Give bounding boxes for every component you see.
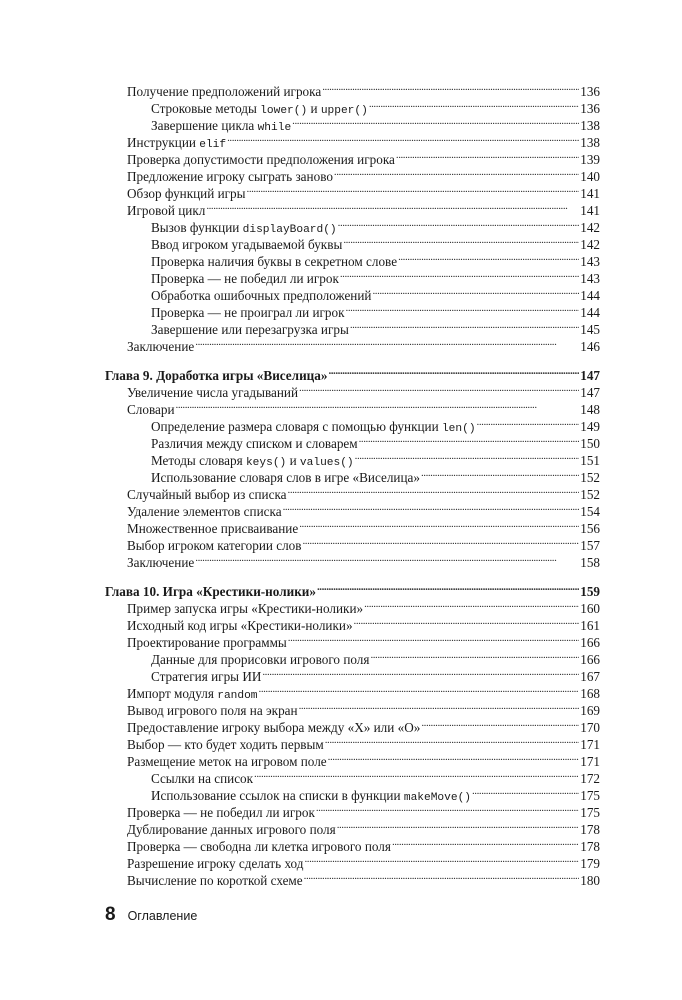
toc-page-number: 139 <box>580 152 600 167</box>
toc-entry-title <box>105 367 327 384</box>
dot-leader <box>304 868 580 885</box>
toc-page-number: 152 <box>580 470 600 485</box>
toc-text: Пример запуска игры «Крестики-нолики» <box>127 601 364 616</box>
toc-text: Предоставление игроку выбора между «Х» или «О» <box>127 720 421 735</box>
table-of-contents <box>105 79 600 888</box>
toc-entry-title <box>127 554 194 571</box>
toc-text: Ссылки на список <box>151 771 254 786</box>
toc-entry-title <box>127 872 303 889</box>
toc-text: Проверка — не победил ли игрок <box>151 271 339 286</box>
dot-leader <box>288 482 580 499</box>
dot-leader <box>364 596 579 613</box>
toc-entry-title <box>127 855 303 872</box>
dot-leader <box>372 283 579 300</box>
toc-page-number: 178 <box>580 839 600 854</box>
toc-page-number: 147 <box>580 368 600 383</box>
dot-leader <box>247 181 580 198</box>
dot-leader <box>354 613 580 630</box>
toc-page-number: 143 <box>580 271 600 286</box>
toc-page-number: 159 <box>580 584 600 599</box>
toc-entry-title <box>151 304 345 321</box>
toc-code: keys() <box>245 457 287 469</box>
toc-page-number: 146 <box>580 339 600 354</box>
toc-text: и <box>286 453 300 468</box>
toc-code: random <box>217 690 258 702</box>
toc-entry-title <box>127 338 194 355</box>
toc-code: elif <box>199 139 227 151</box>
toc-chapter <box>105 579 600 599</box>
dot-leader <box>195 334 579 351</box>
dot-leader <box>340 266 579 283</box>
toc-page-number: 167 <box>580 669 600 684</box>
toc-entry-title <box>127 634 287 651</box>
dot-leader <box>317 579 579 596</box>
toc-page-number: 166 <box>580 635 600 650</box>
toc-page-number: 142 <box>580 237 600 252</box>
toc-text: Завершение цикла <box>151 118 258 133</box>
dot-leader <box>328 749 580 766</box>
dot-leader <box>254 766 579 783</box>
toc-entry <box>105 79 600 99</box>
toc-text: Инструкции <box>127 135 200 150</box>
toc-page-number: 175 <box>580 788 600 803</box>
toc-text: Игровой цикл <box>127 203 206 218</box>
dot-leader <box>355 448 580 465</box>
toc-page-number: 147 <box>580 385 600 400</box>
toc-page-number: 150 <box>580 436 600 451</box>
dot-leader <box>337 817 580 834</box>
toc-code: displayBoard() <box>242 224 337 236</box>
toc-entry-title <box>127 503 282 520</box>
toc-page-number: 166 <box>580 652 600 667</box>
toc-text: Исходный код игры «Крестики-нолики» <box>127 618 353 633</box>
toc-code: lower() <box>260 105 308 117</box>
dot-leader <box>259 681 580 698</box>
dot-leader <box>288 630 579 647</box>
dot-leader <box>398 249 579 266</box>
toc-text: Обработка ошибочных предположений <box>151 288 372 303</box>
dot-leader <box>176 397 580 414</box>
dot-leader <box>472 783 579 800</box>
toc-page-number: 138 <box>580 135 600 150</box>
toc-page-number: 160 <box>580 601 600 616</box>
dot-leader <box>477 414 580 431</box>
toc-text: Дублирование данных игрового поля <box>127 822 336 837</box>
toc-text: Проверка наличия буквы в секретном слове <box>151 254 398 269</box>
toc-page-number: 168 <box>580 686 600 701</box>
dot-leader <box>359 431 580 448</box>
toc-page-number: 172 <box>580 771 600 786</box>
page-footer <box>105 904 197 926</box>
toc-page-number: 169 <box>580 703 600 718</box>
toc-text: Увеличение числа угадываний <box>127 385 299 400</box>
toc-page-number: 136 <box>580 84 600 99</box>
toc-text: Проверка допустимости предположения игрока <box>127 152 395 167</box>
toc-page-number: 151 <box>580 453 600 468</box>
toc-text: Заключение <box>127 339 195 354</box>
toc-text: Заключение <box>127 555 195 570</box>
toc-text: Ввод игроком угадываемой буквы <box>151 237 343 252</box>
toc-text: Разрешение игроку сделать ход <box>127 856 304 871</box>
toc-text: Глава 9. Доработка игры «Виселица» <box>105 368 328 383</box>
toc-page-number: 138 <box>580 118 600 133</box>
toc-text: Выбор игроком категории слов <box>127 538 302 553</box>
toc-text: Завершение или перезагрузка игры <box>151 322 349 337</box>
toc-page-number: 142 <box>580 220 600 235</box>
dot-leader <box>421 465 579 482</box>
toc-text: Проверка — не проиграл ли игрок <box>151 305 345 320</box>
dot-leader <box>299 516 579 533</box>
toc-text: Предложение игроку сыграть заново <box>127 169 333 184</box>
toc-entry-title <box>127 486 287 503</box>
dot-leader <box>346 300 580 317</box>
toc-page-number: 175 <box>580 805 600 820</box>
toc-text: Глава 10. Игра «Крестики-нолики» <box>105 584 316 599</box>
toc-page-number: 180 <box>580 873 600 888</box>
toc-text: Определение размера словаря с помощью функции <box>151 419 442 434</box>
toc-entry-title <box>127 520 298 537</box>
toc-entry-title <box>151 287 371 304</box>
dot-leader <box>396 147 579 164</box>
toc-text: Вызов функции <box>151 220 243 235</box>
dot-leader <box>304 851 579 868</box>
toc-page-number: 178 <box>580 822 600 837</box>
toc-text: Методы словаря <box>151 453 246 468</box>
dot-leader <box>343 232 579 249</box>
toc-text: Использование словаря слов в игре «Виселица» <box>151 470 420 485</box>
footer-section-title: Оглавление <box>127 909 198 923</box>
dot-leader <box>334 164 579 181</box>
toc-text: Размещение меток на игровом поле <box>127 754 327 769</box>
toc-entry-title <box>127 202 205 219</box>
dot-leader <box>227 130 579 147</box>
toc-text: Словари <box>127 402 175 417</box>
toc-entry-title <box>127 702 298 719</box>
dot-leader <box>350 317 579 334</box>
toc-page-number: 152 <box>580 487 600 502</box>
toc-page-number: 161 <box>580 618 600 633</box>
toc-text: Импорт модуля <box>127 686 218 701</box>
toc-chapter <box>105 363 600 383</box>
toc-code: len() <box>441 423 476 435</box>
toc-page-number: 136 <box>580 101 600 116</box>
dot-leader <box>299 380 579 397</box>
toc-page-number: 143 <box>580 254 600 269</box>
toc-page-number: 158 <box>580 555 600 570</box>
dot-leader <box>392 834 579 851</box>
toc-code: values() <box>299 457 354 469</box>
toc-text: Использование ссылок на списки в функции <box>151 788 404 803</box>
toc-entry <box>105 414 600 435</box>
toc-entry-title <box>105 583 316 600</box>
toc-page-number: 179 <box>580 856 600 871</box>
dot-leader <box>338 215 580 232</box>
toc-text: Вычисление по короткой схеме <box>127 873 303 888</box>
toc-text: Проверка — свободна ли клетка игрового поля <box>127 839 391 854</box>
dot-leader <box>322 79 579 96</box>
toc-entry-title <box>127 401 175 418</box>
footer-page-number: 8 <box>105 904 116 925</box>
toc-text: Различия между списком и словарем <box>151 436 358 451</box>
dot-leader <box>292 113 579 130</box>
toc-page-number: 141 <box>580 203 600 218</box>
toc-page-number: 145 <box>580 322 600 337</box>
toc-text: Случайный выбор из списка <box>127 487 287 502</box>
toc-page-number: 141 <box>580 186 600 201</box>
toc-text: Выбор — кто будет ходить первым <box>127 737 324 752</box>
toc-entry-title <box>151 270 339 287</box>
toc-entry-title <box>127 83 321 100</box>
toc-entry-title <box>127 821 336 838</box>
toc-page-number: 148 <box>580 402 600 417</box>
toc-entry-title <box>127 804 315 821</box>
dot-leader <box>303 533 580 550</box>
toc-page-number: 140 <box>580 169 600 184</box>
toc-code: while <box>257 122 292 134</box>
toc-page-number: 171 <box>580 737 600 752</box>
toc-entry <box>105 397 600 417</box>
toc-text: Стратегия игры ИИ <box>151 669 262 684</box>
toc-entry-title <box>127 736 324 753</box>
toc-text: Вывод игрового поля на экран <box>127 703 298 718</box>
toc-text: Обзор функций игры <box>127 186 246 201</box>
toc-code: upper() <box>320 105 368 117</box>
dot-leader <box>206 198 579 215</box>
toc-text: Проектирование программы <box>127 635 287 650</box>
toc-text: Множественное присваивание <box>127 521 299 536</box>
toc-text: Строковые методы <box>151 101 261 116</box>
toc-page-number: 144 <box>580 288 600 303</box>
toc-entry-title <box>151 236 342 253</box>
toc-entry-title <box>151 435 358 452</box>
toc-page-number: 149 <box>580 419 600 434</box>
toc-entry-title <box>151 668 261 685</box>
toc-code: makeMove() <box>403 792 471 804</box>
toc-page-number: 157 <box>580 538 600 553</box>
toc-text: Проверка — не победил ли игрок <box>127 805 315 820</box>
toc-page-number: 144 <box>580 305 600 320</box>
dot-leader <box>195 550 579 567</box>
dot-leader <box>262 664 579 681</box>
toc-text: и <box>307 101 321 116</box>
toc-entry-title <box>127 600 363 617</box>
toc-page-number: 156 <box>580 521 600 536</box>
dot-leader <box>316 800 579 817</box>
dot-leader <box>325 732 579 749</box>
toc-text: Удаление элементов списка <box>127 504 282 519</box>
dot-leader <box>328 363 579 380</box>
toc-page-number: 170 <box>580 720 600 735</box>
toc-text: Данные для прорисовки игрового поля <box>151 652 370 667</box>
toc-text: Получение предположений игрока <box>127 84 322 99</box>
dot-leader <box>421 715 579 732</box>
dot-leader <box>369 96 579 113</box>
toc-entry-title <box>151 770 253 787</box>
toc-page-number: 171 <box>580 754 600 769</box>
dot-leader <box>283 499 580 516</box>
dot-leader <box>370 647 579 664</box>
dot-leader <box>299 698 580 715</box>
toc-page-number: 154 <box>580 504 600 519</box>
